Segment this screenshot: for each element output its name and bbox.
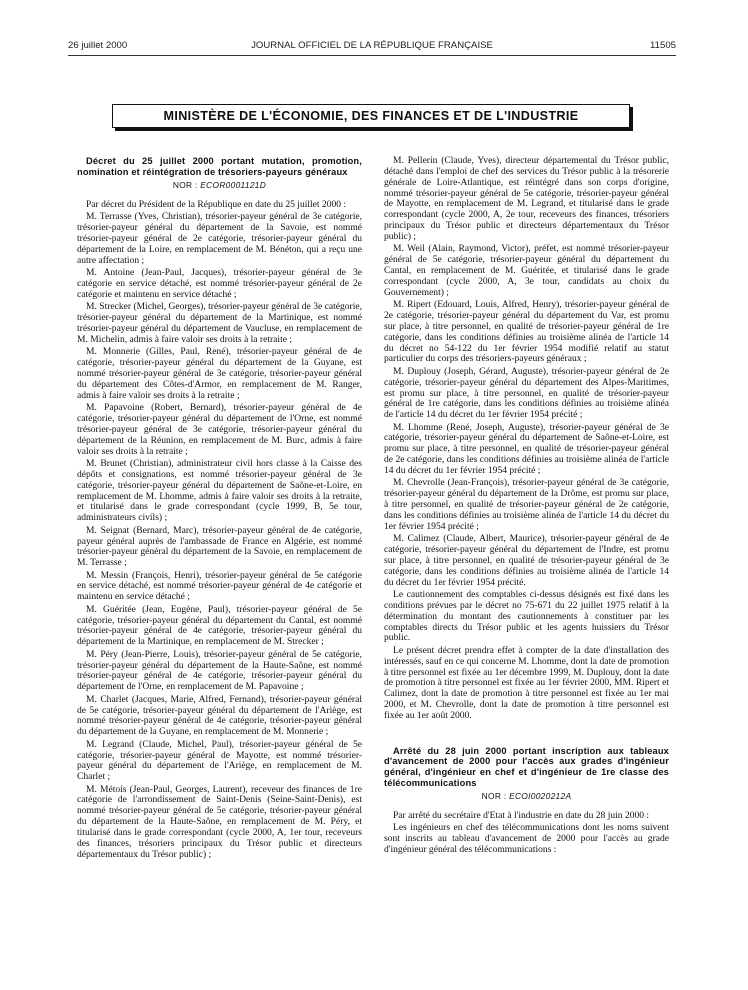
- decree-paragraph: M. Pellerin (Claude, Yves), directeur départemental du Trésor public, détaché dans l'emploi de chef des services du Trésor public à la trésorerie générale de Loire-Atlantique, est réintégré dans son corps d'origine, nommé trésorier-payeur général de 5e catégorie, trésorier-payeur général de Mayotte, en remplacement de M. Legrand, et titularisé dans le grade correspondant (cycle 2000, A, 2e tour, receveurs des finances, trésoriers principaux du Trésor public et directeurs départementaux du Trésor public) ;: [384, 155, 669, 242]
- page-number: 11505: [650, 40, 676, 51]
- page-header: [68, 40, 676, 54]
- decree-paragraph: M. Strecker (Michel, Georges), trésorier-payeur général de 3e catégorie, trésorier-payeur général du département de la Martinique, est nommé trésorier-payeur général du département de Vaucluse, en remplacement de M. Michelin, admis à faire valoir ses droits à la retraite ;: [77, 301, 362, 345]
- header-rule: [68, 55, 676, 56]
- arrete-nor: [384, 791, 669, 802]
- decree-paragraph: M. Brunet (Christian), administrateur civil hors classe à la Caisse des dépôts et consignations, est nommé trésorier-payeur général de 3e catégorie, trésorier-payeur général du département de Saône-et-Loire, en remplacement de M. Lhomme, admis à faire valoir ses droits à la retraite, et titularisé dans le grade correspondant (cycle 1999, B, 5e tour, administrateurs civils) ;: [77, 458, 362, 524]
- decree-paragraph: M. Monnerie (Gilles, Paul, René), trésorier-payeur général de 4e catégorie, trésorier-payeur général du département de la Guyane, est nommé trésorier-payeur général de 3e catégorie, trésorier-payeur général du département des Côtes-d'Armor, en remplacement de M. Ranger, admis à faire valoir ses droits à la retraite ;: [77, 346, 362, 401]
- arrete-nor-label: NOR :: [481, 791, 507, 802]
- left-column: [77, 156, 362, 861]
- right-column: [384, 156, 669, 856]
- decree-paragraph: M. Calimez (Claude, Albert, Maurice), trésorier-payeur général de 4e catégorie, trésorier-payeur général du département de l'Indre, est promu sur place, à titre personnel, en qualité de trésorier-payeur général de 3e catégorie, dans les conditions définies au troisième alinéa de l'article 14 du décret du 1er février 1954 précité.: [384, 533, 669, 588]
- decree-paragraph: M. Charlet (Jacques, Marie, Alfred, Fernand), trésorier-payeur général de 5e catégorie, trésorier-payeur général du département de l'Ariège, est nommé trésorier-payeur général de 4e catégorie, trésorier-payeur général du département de la Guyane, en remplacement de M. Monnerie ;: [77, 693, 362, 738]
- decree-paragraph: M. Chevrolle (Jean-François), trésorier-payeur général de 3e catégorie, trésorier-payeur général du département de la Drôme, est promu sur place, à titre personnel, en qualité de trésorier-payeur général de 2e catégorie, dans les conditions définies au troisième alinéa de l'article 14 du décret du 1er février 1954 précité ;: [384, 477, 669, 532]
- arrete-nor-code: ECOI0020212A: [509, 791, 572, 802]
- decree-paragraph: M. Legrand (Claude, Michel, Paul), trésorier-payeur général de 5e catégorie, trésorier-payeur général de Mayotte, est nommé trésorier-payeur général du département de l'Ariège, en remplacement de M. Charlet ;: [77, 738, 362, 783]
- decree-paragraph: M. Antoine (Jean-Paul, Jacques), trésorier-payeur général de 3e catégorie en service détaché, est nommé trésorier-payeur général de 2e catégorie et maintenu en service détaché ;: [77, 267, 362, 300]
- decree-paragraph: M. Péry (Jean-Pierre, Louis), trésorier-payeur général de 5e catégorie, trésorier-payeur général du département de la Haute-Saône, est nommé trésorier-payeur général de 4e catégorie, trésorier-payeur général du département de l'Orne, en remplacement de M. Papavoine ;: [77, 648, 362, 693]
- decree-paragraph: M. Métois (Jean-Paul, Georges, Laurent), receveur des finances de 1re catégorie de l'arrondissement de Saint-Denis (Seine-Saint-Denis), est nommé trésorier-payeur général de 5e catégorie, trésorier-payeur général du département de la Haute-Saône, en remplacement de M. Péry, et titularisé dans le grade correspondant (cycle 2000, A, 1er tour, receveurs des finances, trésoriers principaux du Trésor public et directeurs départementaux du Trésor public) ;: [77, 783, 362, 860]
- decree-nor-code: ECOR0001121D: [200, 180, 267, 191]
- decree-paragraph: M. Messin (François, Henri), trésorier-payeur général de 5e catégorie en service détaché, est nommé trésorier-payeur général de 4e catégorie et maintenu en service détaché ;: [77, 569, 362, 603]
- issue-date: 26 juillet 2000: [68, 40, 128, 51]
- decree-paragraph: Par décret du Président de la République en date du 25 juillet 2000 :: [86, 199, 347, 211]
- decree-title: Décret du 25 juillet 2000 portant mutation, promotion, nomination et réintégration de trésoriers-payeurs généraux: [77, 156, 362, 177]
- decree-nor: [77, 180, 362, 191]
- journal-title: JOURNAL OFFICIEL DE LA RÉPUBLIQUE FRANÇAISE: [251, 40, 493, 51]
- decree-paragraph: M. Ripert (Edouard, Louis, Alfred, Henry), trésorier-payeur général de 2e catégorie, trésorier-payeur général du département du Var, est promu sur place, à titre personnel, en qualité de trésorier-payeur général de 1re catégorie, dans les conditions définies au troisième alinéa de l'article 14 du décret no 54-122 du 1er février 1954 modifié relatif au statut particulier du corps des trésoriers-payeurs généraux ;: [384, 299, 669, 365]
- decree-paragraph: Le cautionnement des comptables ci-dessus désignés est fixé dans les conditions prévues par le décret no 75-671 du 22 juillet 1975 relatif à la détermination du montant des cautionnements à constituer par les comptables directs du Trésor public et les agents huissiers du Trésor public.: [384, 589, 669, 644]
- decree-paragraph: M. Guéritée (Jean, Eugène, Paul), trésorier-payeur général de 5e catégorie, trésorier-payeur général du département du Cantal, est nommé trésorier-payeur général de 4e catégorie, trésorier-payeur général du département de la Martinique, en remplacement de M. Strecker ;: [77, 603, 362, 648]
- decree-paragraph: M. Terrasse (Yves, Christian), trésorier-payeur général de 3e catégorie, trésorier-payeur général du département de la Savoie, est nommé trésorier-payeur général de 2e catégorie, trésorier-payeur général du département de la Loire, en remplacement de M. Bénéton, qui a reçu une autre affectation ;: [77, 211, 362, 266]
- decree-paragraph: M. Seignat (Bernard, Marc), trésorier-payeur général de 4e catégorie, payeur général auprès de l'ambassade de France en Algérie, est nommé trésorier-payeur général du département de la Savoie, en remplacement de M. Terrasse ;: [77, 524, 362, 569]
- arrete-paragraph: Les ingénieurs en chef des télécommunications dont les noms suivent sont inscrits au tableau d'avancement de 2000 pour l'accès au grade d'ingénieur général des télécommunications :: [384, 822, 669, 856]
- decree-paragraph: M. Weil (Alain, Raymond, Victor), préfet, est nommé trésorier-payeur général de 5e catégorie, trésorier-payeur général du département du Cantal, en remplacement de M. Guéritée, et titularisé dans le grade correspondant (cycle 2000, A, 3e tour, candidats au choix du Gouvernement) ;: [384, 243, 669, 298]
- arrete-paragraph: Par arrêté du secrétaire d'Etat à l'industrie en date du 28 juin 2000 :: [393, 810, 650, 821]
- decree-paragraph: M. Lhomme (René, Joseph, Auguste), trésorier-payeur général de 3e catégorie, trésorier-payeur général du département de Saône-et-Loire, est promu sur place, à titre personnel, en qualité de trésorier-payeur général de 2e catégorie, dans les conditions définies au troisième alinéa de l'article 14 du décret du 1er février 1954 précité ;: [384, 421, 669, 476]
- arrete-title: Arrêté du 28 juin 2000 portant inscription aux tableaux d'avancement de 2000 pour l'accès aux grades d'ingénieur général, d'ingénieur en chef et d'ingénieur de 1re classe des télécommunications: [384, 745, 669, 788]
- decree-nor-label: NOR :: [172, 180, 198, 191]
- arrete-section: [384, 746, 669, 856]
- decree-paragraph: M. Duplouy (Joseph, Gérard, Auguste), trésorier-payeur général de 2e catégorie, trésorier-payeur général du département des Alpes-Maritimes, est promu sur place, à titre personnel, en qualité de trésorier-payeur général de 1re catégorie, dans les conditions définies au troisième alinéa de l'article 14 du décret du 1er février 1954 précité ;: [384, 365, 669, 421]
- decree-paragraph: M. Papavoine (Robert, Bernard), trésorier-payeur général de 4e catégorie, trésorier-payeur général du département de l'Orne, est nommé trésorier-payeur général de 3e catégorie, trésorier-payeur général du département de la Réunion, en remplacement de M. Burc, admis à faire valoir ses droits à la retraite ;: [77, 402, 362, 457]
- decree-paragraph: Le présent décret prendra effet à compter de la date d'installation des intéressés, sauf en ce qui concerne M. Lhomme, dont la date de promotion à titre personnel est fixée au 1er décembre 1999, M. Duplouy, dont la date de promotion à titre personnel est fixée au 1er février 2000, MM. Ripert et Calimez, dont la date de promotion à titre personnel est fixée au 1er mai 2000, et M. Chevrolle, dont la date de promotion à titre personnel est fixée au 1er août 2000.: [384, 644, 669, 721]
- ministry-banner: MINISTÈRE DE L'ÉCONOMIE, DES FINANCES ET DE L'INDUSTRIE: [112, 104, 630, 128]
